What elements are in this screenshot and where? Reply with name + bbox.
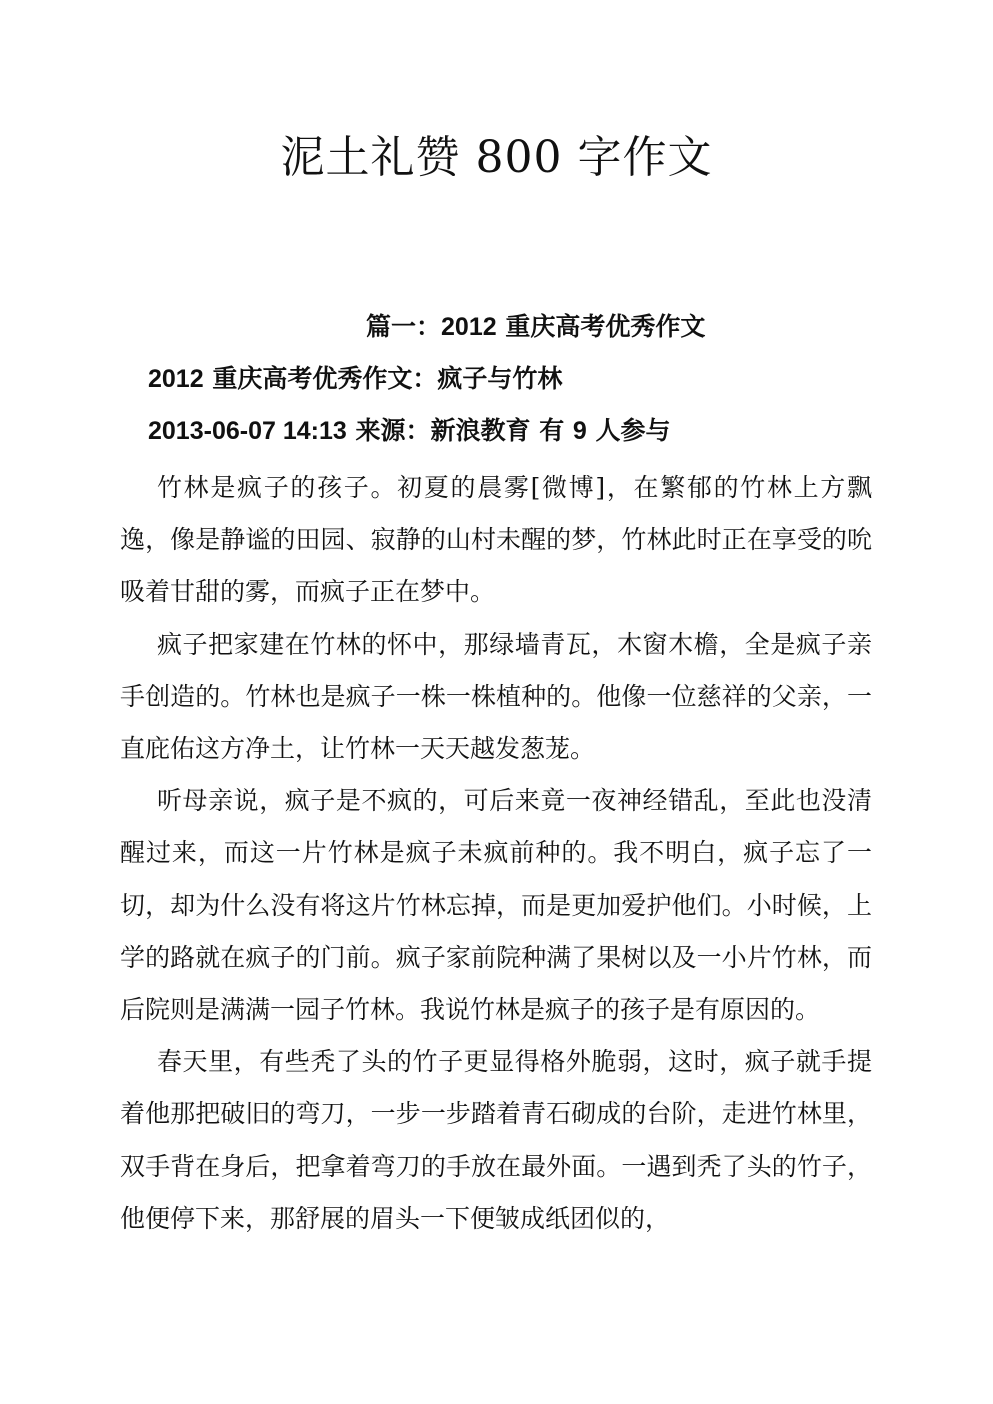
body-paragraph: 竹林是疯子的孩子。初夏的晨雾[微博]，在繁郁的竹林上方飘逸，像是静谧的田园、寂静的山村未醒的梦，竹林此时正在享受的吮吸着甘甜的雾，而疯子正在梦中。 <box>120 473 872 607</box>
document-title: 泥土礼赞 800 字作文 <box>280 132 713 183</box>
dateline-stamp: 2013-06-07 14:13 <box>148 417 347 445</box>
dateline-count: 9 <box>572 417 587 445</box>
section-heading-rest: 重庆高考优秀作文 <box>496 312 706 341</box>
body-paragraph: 疯子把家建在竹林的怀中，那绿墙青瓦，木窗木檐，全是疯子亲手创造的。竹林也是疯子一株一株植种的。他像一位慈祥的父亲，一直庇佑这方净土，让竹林一天天越发葱茏。 <box>120 629 872 764</box>
dateline-tail: 人参与 <box>586 416 671 445</box>
article-subtitle <box>148 361 562 397</box>
dateline-source: 来源：新浪教育 有 <box>346 416 573 445</box>
body-paragraph: 听母亲说，疯子是不疯的，可后来竟一夜神经错乱，至此也没清醒过来，而这一片竹林是疯子未疯前种的。我不明白，疯子忘了一切，却为什么没有将这片竹林忘掉，而是更加爱护他们。小时候，上学的路就在疯子的门前。疯子家前院种满了果树以及一小片竹林，而后院则是满满一园子竹林。我说竹林是疯子的孩子是有原因的。 <box>120 786 872 1025</box>
article-body <box>120 462 872 1245</box>
section-heading <box>366 309 705 345</box>
subtitle-rest: 重庆高考优秀作文：疯子与竹林 <box>203 364 563 393</box>
subtitle-year: 2012 <box>148 365 204 393</box>
article-dateline <box>148 413 671 449</box>
section-heading-prefix: 篇一： <box>366 312 442 341</box>
section-heading-year: 2012 <box>441 313 497 341</box>
body-paragraph: 春天里，有些秃了头的竹子更显得格外脆弱，这时，疯子就手提着他那把破旧的弯刀，一步一步踏着青石砌成的台阶，走进竹林里，双手背在身后，把拿着弯刀的手放在最外面。一遇到秃了头的竹子，他便停下来，那舒展的眉头一下便皱成纸团似的， <box>120 1047 872 1233</box>
